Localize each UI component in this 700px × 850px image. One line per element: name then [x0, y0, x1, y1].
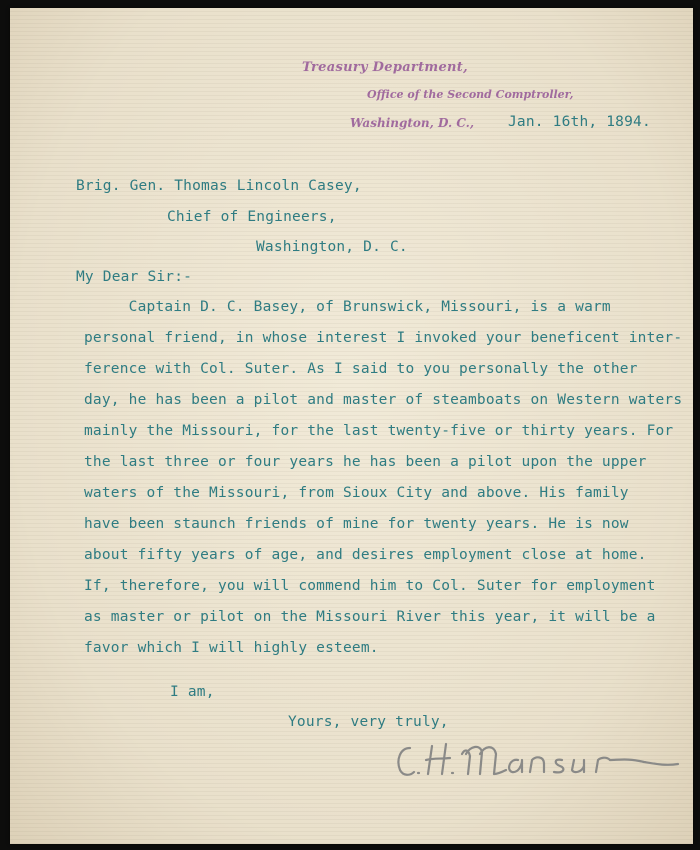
body-line: waters of the Missouri, from Sioux City and above. His family — [84, 485, 629, 501]
closing-line-2: Yours, very truly, — [288, 714, 449, 730]
recipient-name: Brig. Gen. Thomas Lincoln Casey, — [76, 178, 362, 194]
recipient-city: Washington, D. C. — [256, 239, 408, 255]
salutation: My Dear Sir:- — [76, 269, 193, 285]
body-line: ference with Col. Suter. As I said to you personally the other — [84, 361, 638, 377]
recipient-title: Chief of Engineers, — [167, 209, 337, 225]
letterhead-city: Washington, D. C., — [350, 116, 475, 130]
body-line: favor which I will highly esteem. — [84, 640, 379, 656]
body-line: personal friend, in whose interest I invoked your beneficent inter- — [84, 330, 683, 346]
body-line: about fifty years of age, and desires employment close at home. — [84, 547, 647, 563]
letterhead-office: Office of the Second Comptroller, — [367, 88, 574, 101]
handwritten-signature — [394, 726, 684, 786]
body-line: the last three or four years he has been a pilot upon the upper — [84, 454, 647, 470]
body-line: Captain D. C. Basey, of Brunswick, Missouri, is a warm — [84, 299, 611, 315]
body-line: If, therefore, you will commend him to Col. Suter for employment — [84, 578, 656, 594]
letterhead-department: Treasury Department, — [302, 60, 468, 75]
body-line: as master or pilot on the Missouri River this year, it will be a — [84, 609, 656, 625]
body-line: mainly the Missouri, for the last twenty-five or thirty years. For — [84, 423, 674, 439]
closing-line-1: I am, — [170, 684, 215, 700]
body-line: day, he has been a pilot and master of steamboats on Western waters — [84, 392, 683, 408]
body-line: have been staunch friends of mine for twenty years. He is now — [84, 516, 629, 532]
letter-page — [10, 8, 693, 844]
letter-date: Jan. 16th, 1894. — [508, 114, 651, 130]
